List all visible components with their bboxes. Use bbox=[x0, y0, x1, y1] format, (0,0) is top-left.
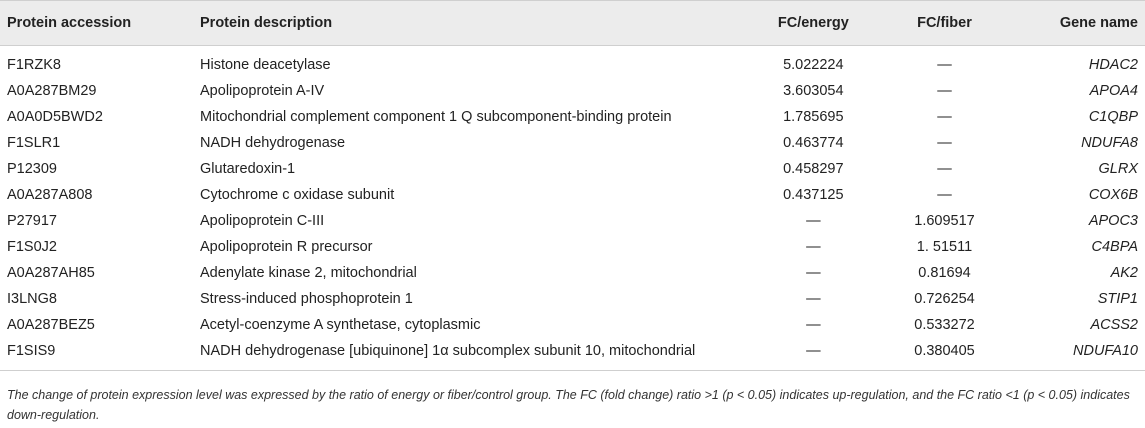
cell-accession: F1S0J2 bbox=[7, 239, 57, 255]
table-row bbox=[0, 182, 1145, 208]
cell-gene-name: C1QBP bbox=[1088, 109, 1138, 125]
cell-gene-name: APOA4 bbox=[1089, 83, 1138, 99]
cell-description: Apolipoprotein R precursor bbox=[200, 239, 373, 255]
cell-gene-name: C4BPA bbox=[1091, 239, 1138, 255]
cell-description: NADH dehydrogenase [ubiquinone] 1α subcomplex subunit 10, mitochondrial bbox=[200, 338, 759, 371]
cell-fc-fiber: — bbox=[937, 161, 952, 177]
cell-accession: P12309 bbox=[7, 161, 57, 177]
cell-accession: A0A287A808 bbox=[7, 187, 93, 203]
cell-gene-name: COX6B bbox=[1088, 187, 1138, 203]
cell-gene-name: AK2 bbox=[1110, 265, 1138, 281]
cell-fc-energy: 0.463774 bbox=[783, 135, 844, 151]
cell-gene-name: NDUFA8 bbox=[1081, 135, 1138, 151]
cell-description: Mitochondrial complement component 1 Q subcomponent-binding protein bbox=[200, 109, 672, 125]
cell-fc-fiber: — bbox=[937, 187, 952, 203]
table-footnote: The change of protein expression level was expressed by the ratio of energy or fiber/control group. The FC (fold change) ratio >1 (p < 0.05) indicates up-regulation, and the FC ratio <1 (p < 0.05) indicates down-regulation. bbox=[7, 388, 1130, 422]
cell-description: Stress-induced phosphoprotein 1 bbox=[200, 291, 413, 307]
cell-fc-fiber: 1.609517 bbox=[914, 213, 975, 229]
cell-fc-fiber: — bbox=[937, 135, 952, 151]
table-row bbox=[0, 156, 1145, 182]
cell-fc-fiber: 0.533272 bbox=[914, 317, 975, 333]
cell-fc-fiber: 0.380405 bbox=[868, 338, 1021, 371]
cell-fc-energy: 5.022224 bbox=[783, 57, 844, 73]
header-protein-description: Protein description bbox=[200, 15, 333, 31]
table-row bbox=[0, 104, 1145, 130]
cell-description: Histone deacetylase bbox=[200, 57, 331, 73]
cell-description: NADH dehydrogenase bbox=[200, 135, 346, 151]
table-row bbox=[0, 130, 1145, 156]
header-gene-name: Gene name bbox=[1059, 15, 1138, 31]
cell-fc-energy: — bbox=[806, 213, 821, 229]
cell-fc-energy: 0.437125 bbox=[783, 187, 844, 203]
cell-accession: A0A287BM29 bbox=[7, 83, 97, 99]
table-row bbox=[0, 312, 1145, 338]
cell-fc-fiber: 1. 51511 bbox=[916, 239, 973, 255]
cell-fc-energy: 1.785695 bbox=[783, 109, 844, 125]
cell-accession: F1SLR1 bbox=[7, 135, 61, 151]
cell-gene-name: NDUFA10 bbox=[1021, 338, 1145, 371]
table-row bbox=[0, 78, 1145, 104]
table-row bbox=[0, 286, 1145, 312]
cell-gene-name: HDAC2 bbox=[1088, 57, 1138, 73]
table-body bbox=[0, 46, 1145, 371]
cell-fc-energy: 0.458297 bbox=[783, 161, 844, 177]
cell-accession: F1SIS9 bbox=[0, 338, 200, 371]
header-fc-energy: FC/energy bbox=[777, 15, 849, 31]
cell-gene-name: GLRX bbox=[1098, 161, 1138, 177]
cell-accession: I3LNG8 bbox=[7, 291, 57, 307]
cell-description: Acetyl-coenzyme A synthetase, cytoplasmic bbox=[200, 317, 481, 333]
table-header bbox=[0, 1, 1145, 46]
cell-fc-fiber: — bbox=[937, 109, 952, 125]
cell-fc-fiber: — bbox=[937, 83, 952, 99]
cell-description: Glutaredoxin-1 bbox=[200, 161, 296, 177]
cell-gene-name: APOC3 bbox=[1088, 213, 1138, 229]
cell-description: Cytochrome c oxidase subunit bbox=[200, 187, 395, 203]
table-row bbox=[0, 234, 1145, 260]
cell-fc-energy: 3.603054 bbox=[783, 83, 844, 99]
cell-accession: A0A0D5BWD2 bbox=[7, 109, 103, 125]
cell-accession: A0A287AH85 bbox=[7, 265, 95, 281]
cell-fc-energy: — bbox=[806, 291, 821, 307]
cell-description: Apolipoprotein A-IV bbox=[200, 83, 325, 99]
table-row bbox=[0, 208, 1145, 234]
cell-description: Apolipoprotein C-III bbox=[200, 213, 325, 229]
header-protein-accession: Protein accession bbox=[7, 15, 132, 31]
cell-fc-energy: — bbox=[806, 265, 821, 281]
cell-accession: P27917 bbox=[7, 213, 57, 229]
cell-fc-energy: — bbox=[806, 317, 821, 333]
cell-gene-name: STIP1 bbox=[1097, 291, 1138, 307]
cell-accession: F1RZK8 bbox=[7, 57, 61, 73]
cell-fc-fiber: 0.726254 bbox=[914, 291, 975, 307]
cell-fc-fiber: 0.81694 bbox=[918, 265, 971, 281]
cell-fc-energy: — bbox=[806, 239, 821, 255]
header-fc-fiber: FC/fiber bbox=[917, 15, 972, 31]
cell-accession: A0A287BEZ5 bbox=[7, 317, 95, 333]
cell-description: Adenylate kinase 2, mitochondrial bbox=[200, 265, 417, 281]
cell-gene-name: ACSS2 bbox=[1090, 317, 1138, 333]
table-row bbox=[0, 260, 1145, 286]
header-row bbox=[0, 1, 1145, 46]
table-row bbox=[0, 338, 1145, 371]
cell-fc-fiber: — bbox=[937, 57, 952, 73]
table-row bbox=[0, 46, 1145, 79]
cell-fc-energy: — bbox=[759, 338, 868, 371]
